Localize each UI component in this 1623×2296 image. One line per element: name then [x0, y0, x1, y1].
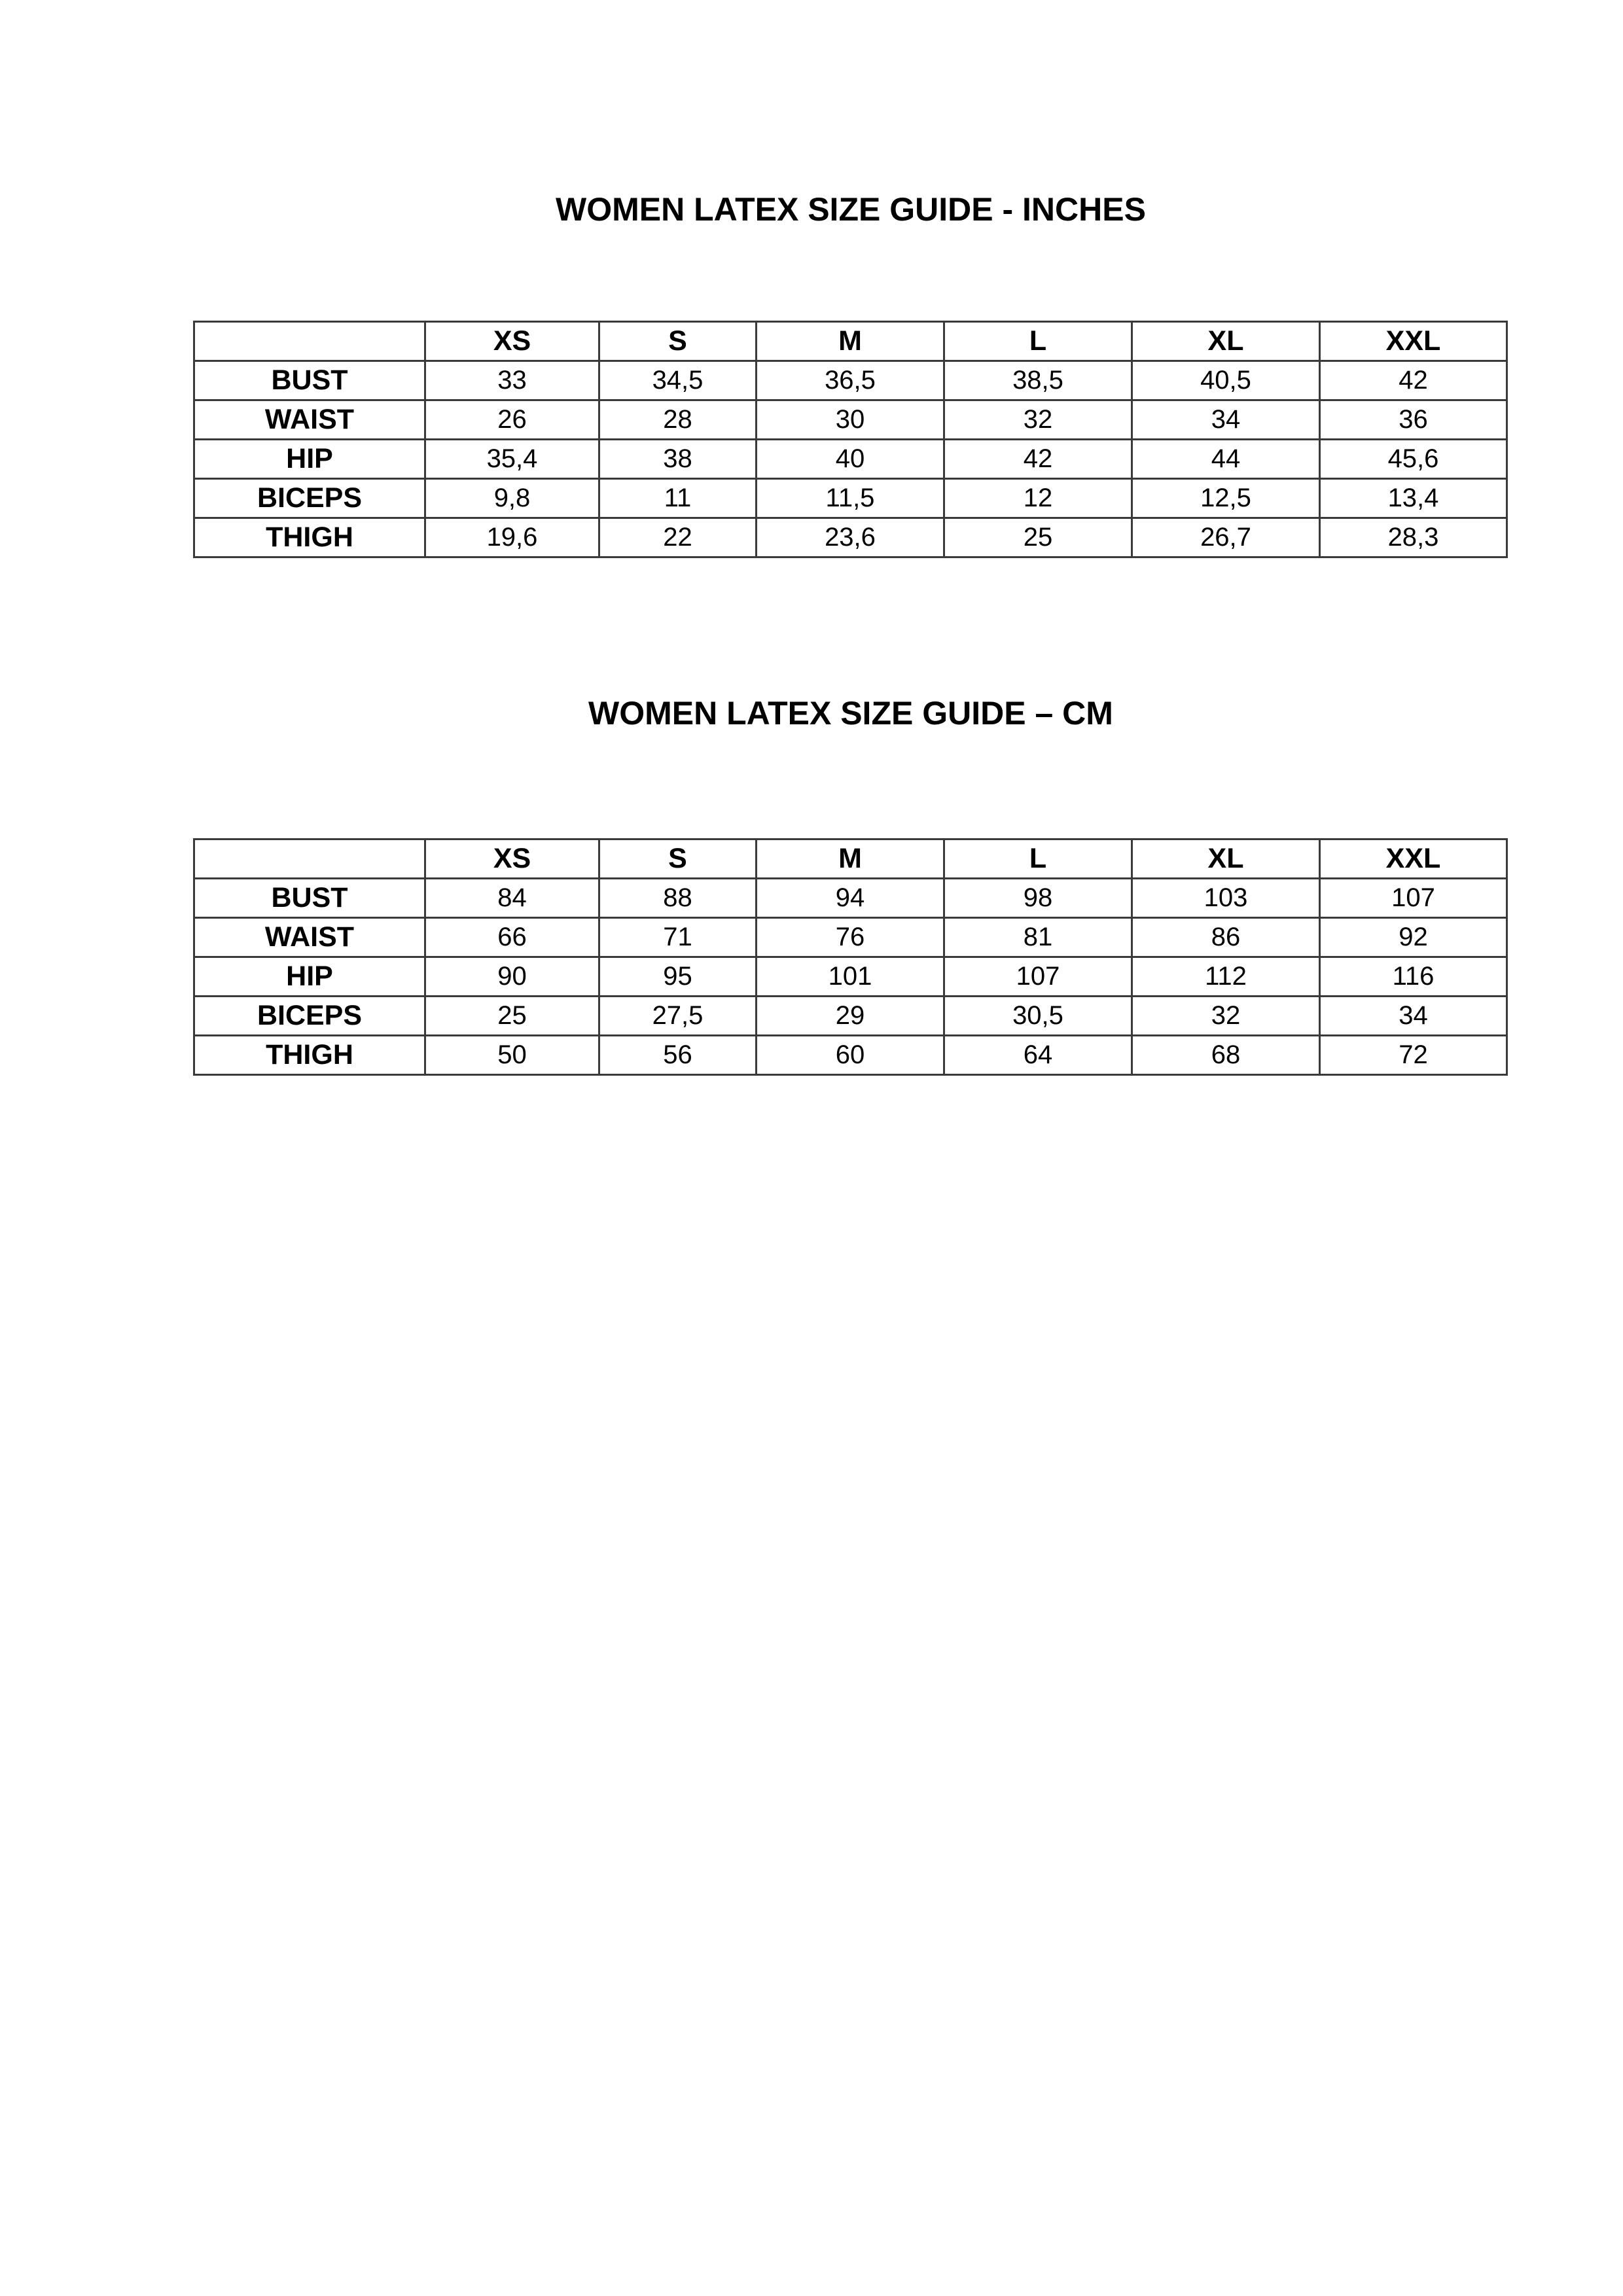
- table-cell: 28,3: [1320, 518, 1507, 557]
- table-cell: 23,6: [757, 518, 944, 557]
- table-cell: 12,5: [1132, 479, 1320, 518]
- table-cell: 81: [944, 918, 1132, 957]
- table-row: [194, 957, 1507, 997]
- size-header: S: [599, 839, 757, 879]
- table-cell: 86: [1132, 918, 1320, 957]
- table-cell: 107: [1320, 879, 1507, 918]
- table-row: [194, 1036, 1507, 1075]
- inches-table-title: WOMEN LATEX SIZE GUIDE - INCHES: [556, 191, 1146, 228]
- table-cell: 32: [944, 400, 1132, 440]
- table-cell: 84: [425, 879, 599, 918]
- table-cell: 30: [757, 400, 944, 440]
- size-header: XL: [1132, 322, 1320, 361]
- table-row: [194, 997, 1507, 1036]
- table-cell: 72: [1320, 1036, 1507, 1075]
- table-cell: 92: [1320, 918, 1507, 957]
- row-label: HIP: [194, 440, 425, 479]
- table-row: [194, 879, 1507, 918]
- table-header-row: [194, 322, 1507, 361]
- table-row: [194, 479, 1507, 518]
- row-label: HIP: [194, 957, 425, 997]
- table-cell: 101: [757, 957, 944, 997]
- table-header-row: [194, 839, 1507, 879]
- row-label: THIGH: [194, 1036, 425, 1075]
- table-cell: 36: [1320, 400, 1507, 440]
- table-cell: 50: [425, 1036, 599, 1075]
- row-label: WAIST: [194, 918, 425, 957]
- table-cell: 26,7: [1132, 518, 1320, 557]
- table-cell: 9,8: [425, 479, 599, 518]
- corner-cell: [194, 322, 425, 361]
- table-cell: 30,5: [944, 997, 1132, 1036]
- table-cell: 29: [757, 997, 944, 1036]
- table-cell: 107: [944, 957, 1132, 997]
- table-row: [194, 918, 1507, 957]
- size-header: XS: [425, 839, 599, 879]
- size-header: XXL: [1320, 322, 1507, 361]
- table-cell: 64: [944, 1036, 1132, 1075]
- table-cell: 88: [599, 879, 757, 918]
- table-row: [194, 440, 1507, 479]
- row-label: BICEPS: [194, 479, 425, 518]
- row-label: BUST: [194, 879, 425, 918]
- table-cell: 34,5: [599, 361, 757, 400]
- table-cell: 40: [757, 440, 944, 479]
- table-cell: 66: [425, 918, 599, 957]
- table-cell: 90: [425, 957, 599, 997]
- table-cell: 45,6: [1320, 440, 1507, 479]
- table-cell: 25: [944, 518, 1132, 557]
- corner-cell: [194, 839, 425, 879]
- table-cell: 38,5: [944, 361, 1132, 400]
- table-cell: 42: [944, 440, 1132, 479]
- table-cell: 103: [1132, 879, 1320, 918]
- size-header: L: [944, 322, 1132, 361]
- inches-size-table: [193, 321, 1508, 558]
- size-header: M: [757, 322, 944, 361]
- table-cell: 94: [757, 879, 944, 918]
- table-cell: 56: [599, 1036, 757, 1075]
- table-cell: 36,5: [757, 361, 944, 400]
- table-cell: 33: [425, 361, 599, 400]
- table-row: [194, 400, 1507, 440]
- table-cell: 71: [599, 918, 757, 957]
- row-label: BICEPS: [194, 997, 425, 1036]
- table-cell: 112: [1132, 957, 1320, 997]
- cm-table-title: WOMEN LATEX SIZE GUIDE – CM: [588, 695, 1113, 732]
- table-cell: 32: [1132, 997, 1320, 1036]
- table-cell: 28: [599, 400, 757, 440]
- table-cell: 40,5: [1132, 361, 1320, 400]
- table-cell: 12: [944, 479, 1132, 518]
- size-header: S: [599, 322, 757, 361]
- table-cell: 44: [1132, 440, 1320, 479]
- row-label: WAIST: [194, 400, 425, 440]
- table-cell: 35,4: [425, 440, 599, 479]
- size-header: L: [944, 839, 1132, 879]
- size-header: XL: [1132, 839, 1320, 879]
- table-cell: 22: [599, 518, 757, 557]
- table-cell: 34: [1132, 400, 1320, 440]
- table-cell: 116: [1320, 957, 1507, 997]
- table-cell: 11,5: [757, 479, 944, 518]
- size-header: XS: [425, 322, 599, 361]
- table-cell: 27,5: [599, 997, 757, 1036]
- cm-size-table: [193, 838, 1508, 1076]
- table-cell: 98: [944, 879, 1132, 918]
- table-cell: 11: [599, 479, 757, 518]
- size-header: M: [757, 839, 944, 879]
- row-label: BUST: [194, 361, 425, 400]
- table-cell: 95: [599, 957, 757, 997]
- table-cell: 76: [757, 918, 944, 957]
- table-cell: 38: [599, 440, 757, 479]
- table-cell: 34: [1320, 997, 1507, 1036]
- table-row: [194, 361, 1507, 400]
- table-row: [194, 518, 1507, 557]
- table-cell: 60: [757, 1036, 944, 1075]
- size-header: XXL: [1320, 839, 1507, 879]
- table-cell: 26: [425, 400, 599, 440]
- table-cell: 42: [1320, 361, 1507, 400]
- table-cell: 13,4: [1320, 479, 1507, 518]
- table-cell: 19,6: [425, 518, 599, 557]
- table-cell: 25: [425, 997, 599, 1036]
- table-cell: 68: [1132, 1036, 1320, 1075]
- row-label: THIGH: [194, 518, 425, 557]
